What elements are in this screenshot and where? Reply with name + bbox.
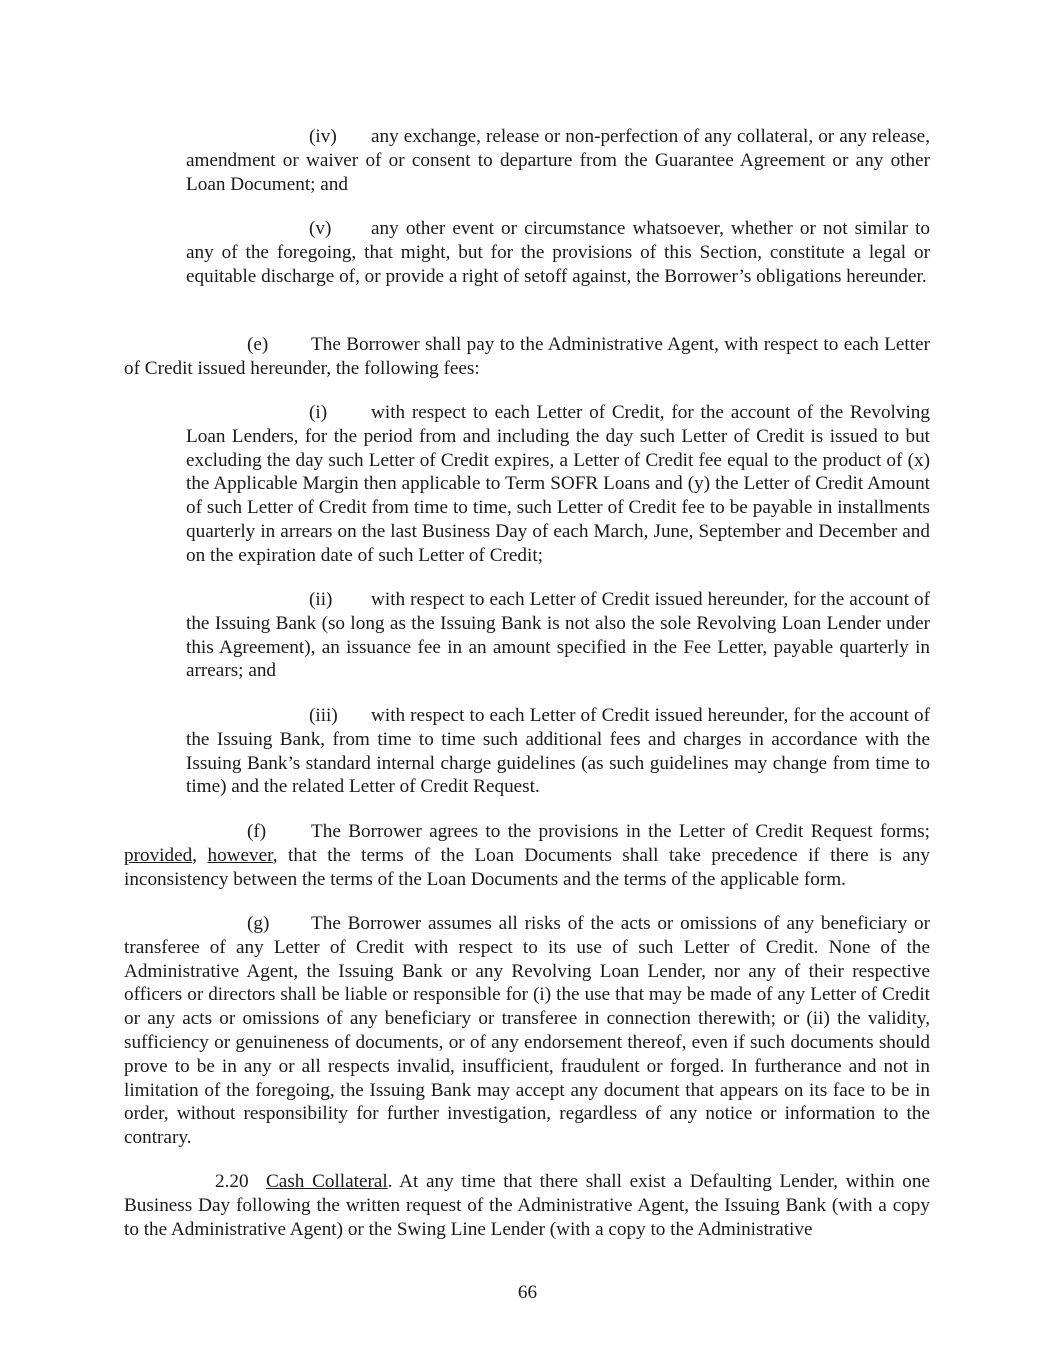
- paragraph-text: with respect to each Letter of Credit, for the account of the Revolving Loan Lenders, for the period from and including the day such Letter of Credit is issued to but excluding the day such Letter of Credit expires, a Letter of Credit fee equal to the product of (x) the Applicable Margin then applicable to Term SOFR Loans and (y) the Letter of Credit Amount of such Letter of Credit from time to time, such Letter of Credit fee to be payable in installments quarterly in arrears on the last Business Day of each March, June, September and December and on the expiration date of such Letter of Credit;: [186, 402, 930, 566]
- paragraph-text: . At any time that there shall exist a Defaulting Lender, within one Business Day following the written request of the Administrative Agent, the Issuing Bank (with a copy to the Administrative Agent) or the Swing Line Lender (with a copy to the Administrative: [124, 1171, 930, 1240]
- paragraph-iv: [186, 125, 930, 196]
- section-number: 2.20: [215, 1171, 249, 1192]
- paragraph-number: (i): [309, 402, 328, 423]
- paragraph-e-ii: [186, 588, 930, 683]
- paragraph-text: The Borrower shall pay to the Administrative Agent, with respect to each Letter of Credit issued hereunder, the following fees:: [124, 334, 930, 379]
- paragraph-e: [124, 333, 930, 381]
- paragraph-text: The Borrower assumes all risks of the acts or omissions of any beneficiary or transferee of any Letter of Credit with respect to its use of such Letter of Credit. None of the Administrative Agent, the Issuing Bank or any Revolving Loan Lender, nor any of their respective officers or directors shall be liable or responsible for (i) the use that may be made of any Letter of Credit or any acts or omissions of any beneficiary or transferee in connection therewith; or (ii) the validity, sufficiency or genuineness of documents, or of any endorsement thereof, even if such documents should prove to be in any or all respects invalid, insufficient, fraudulent or forged. In furtherance and not in limitation of the foregoing, the Issuing Bank may accept any document that appears on its face to be in order, without responsibility for further investigation, regardless of any notice or information to the contrary.: [124, 913, 930, 1149]
- paragraph-number: (v): [309, 218, 332, 239]
- paragraph-text: with respect to each Letter of Credit issued hereunder, for the account of the Issuing Bank, from time to time such additional fees and charges in accordance with the Issuing Bank’s standard internal charge guidelines (as such guidelines may change from time to time) and the related Letter of Credit Request.: [186, 705, 930, 798]
- paragraph-number: (iv): [309, 126, 337, 147]
- however-term: however: [207, 844, 273, 866]
- paragraph-text: The Borrower agrees to the provisions in the Letter of Credit Request forms;: [311, 821, 930, 842]
- paragraph-text: any exchange, release or non-perfection of any collateral, or any release, amendment or waiver of or consent to departure from the Guarantee Agreement or any other Loan Document; and: [186, 126, 930, 195]
- section-2-20: [124, 1170, 930, 1241]
- paragraph-text: , that the terms of the Loan Documents shall take precedence if there is any inconsistency between the terms of the Loan Documents and the terms of the applicable form.: [124, 844, 930, 890]
- paragraph-text: with respect to each Letter of Credit issued hereunder, for the account of the Issuing Bank (so long as the Issuing Bank is not also the sole Revolving Loan Lender under this Agreement), an issuance fee in an amount specified in the Fee Letter, payable quarterly in arrears; and: [186, 589, 930, 682]
- page-number: 66: [517, 1282, 538, 1303]
- paragraph-number: (g): [247, 913, 270, 934]
- paragraph-number: (f): [247, 821, 267, 842]
- paragraph-number: (iii): [309, 705, 338, 726]
- provided-term: provided: [124, 844, 193, 866]
- paragraph-g: [124, 912, 930, 1150]
- punctuation: ,: [192, 844, 198, 866]
- paragraph-f: [124, 820, 930, 891]
- paragraph-e-i: [186, 401, 930, 568]
- paragraph-number: (e): [247, 334, 269, 355]
- paragraph-v: [186, 217, 930, 288]
- section-heading: Cash Collateral: [266, 1171, 388, 1192]
- paragraph-number: (ii): [309, 589, 333, 610]
- paragraph-e-iii: [186, 704, 930, 799]
- paragraph-text: any other event or circumstance whatsoever, whether or not similar to any of the foregoing, that might, but for the provisions of this Section, constitute a legal or equitable discharge of, or provide a right of setoff against, the Borrower’s obligations hereunder.: [186, 218, 930, 287]
